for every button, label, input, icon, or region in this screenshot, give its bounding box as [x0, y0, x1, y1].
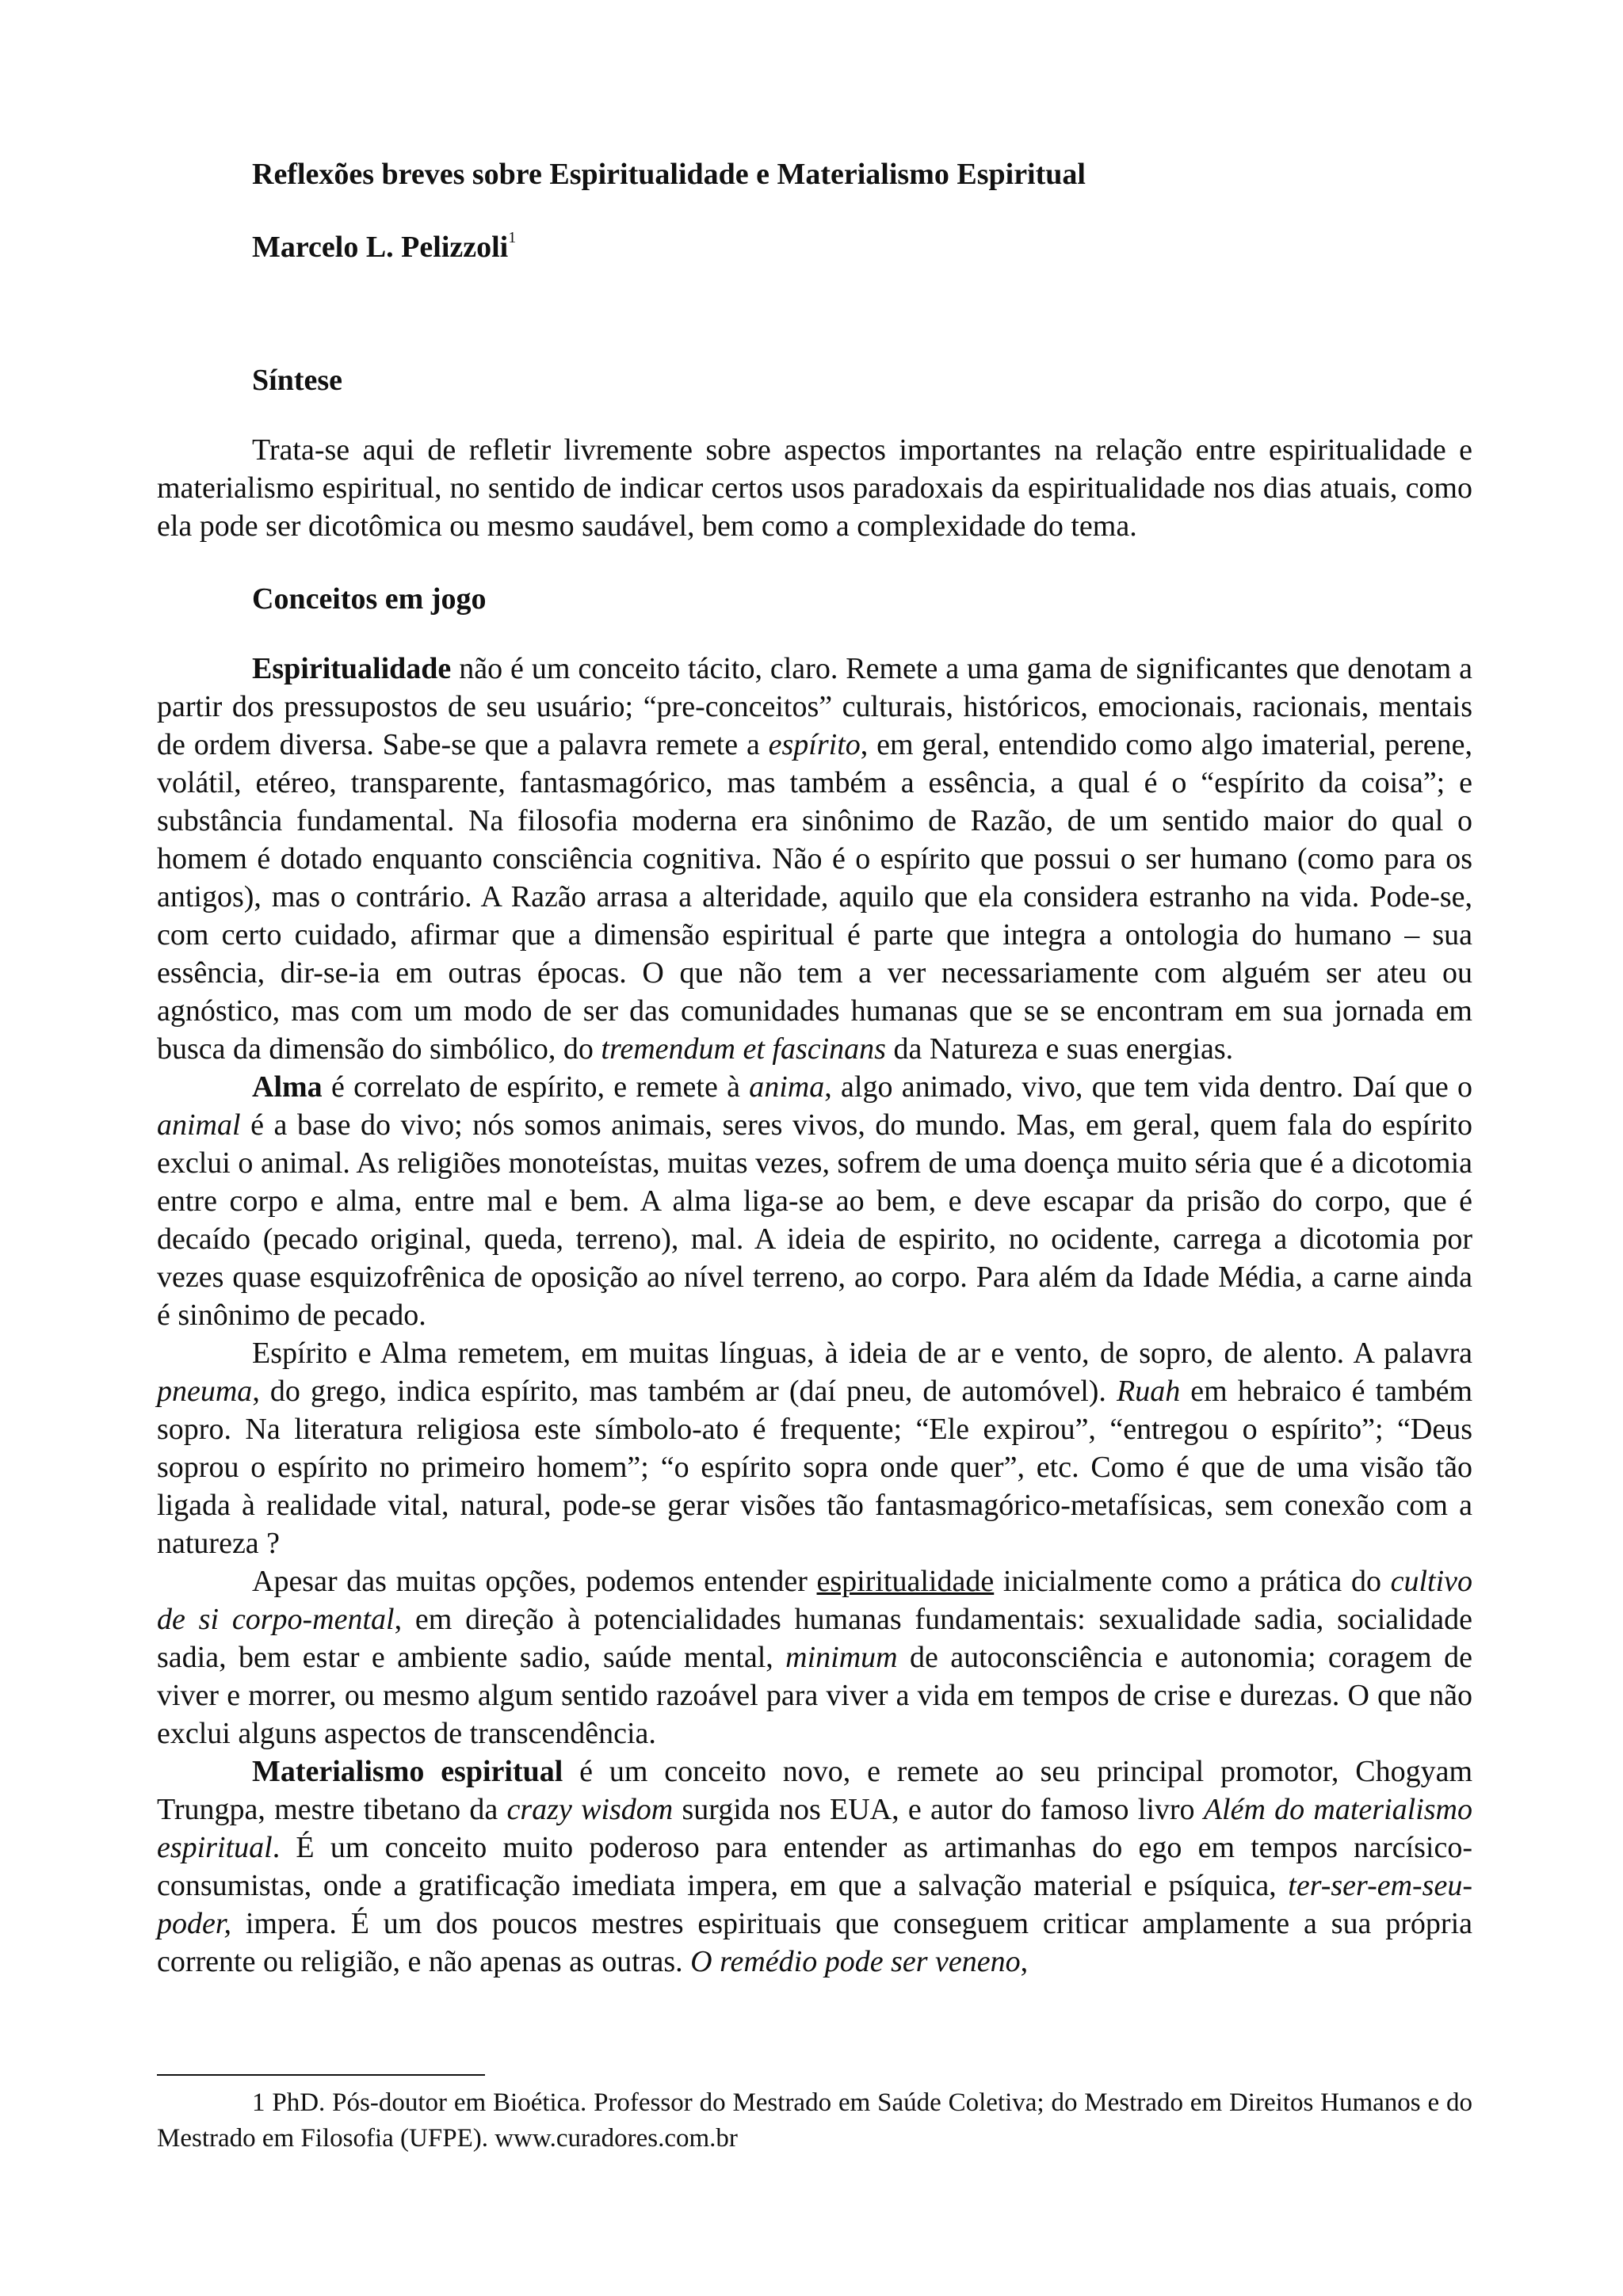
text-run: da Natureza e suas energias. [885, 1032, 1234, 1066]
paragraph-apesar [157, 1562, 1472, 1753]
italic-run: Além do materialismo espiritual [157, 1793, 1472, 1864]
footnote-reference[interactable]: 1 [508, 229, 517, 246]
term-alma: Alma [252, 1070, 323, 1104]
text-run: , [1020, 1945, 1029, 1978]
section-heading-sintese: Síntese [252, 364, 342, 397]
italic-run: Ruah [1117, 1375, 1181, 1408]
text-run: não é um conceito tácito, claro. Remete a uma gama de significantes que denotam a partir dos pressupostos de seu usuário; “pre-conceitos” culturais, históricos, emocionais, racionais, mentais de ordem diversa. Sabe-se que a palavra remete a [157, 652, 1472, 761]
text-run: inicialmente como a prática do [994, 1565, 1391, 1598]
italic-run: espírito [768, 728, 861, 761]
text-run: Espírito e Alma remetem, em muitas línguas, à ideia de ar e vento, de sopro, de alento. A palavra [252, 1337, 1472, 1370]
italic-run: animal [157, 1108, 241, 1142]
document-body [157, 155, 1472, 1981]
italic-run: cultivo de si corpo-mental [157, 1565, 1472, 1636]
italic-run: ter-ser-em-seu-poder, [157, 1869, 1472, 1940]
term-materialismo: Materialismo espiritual [252, 1755, 563, 1788]
italic-run: anima [749, 1070, 825, 1104]
text-run: é correlato de espírito, e remete à [322, 1070, 750, 1104]
footnote-mark: 1 [252, 2088, 265, 2117]
text-run: de autoconsciência e autonomia; coragem de viver e morrer, ou mesmo algum sentido razoável para viver a vida em tempos de crise e durezas. O que não exclui alguns aspectos de transcendência. [157, 1641, 1472, 1750]
paragraph-alma [157, 1068, 1472, 1334]
text-run: , do grego, indica espírito, mas também ar (daí pneu, de automóvel). [252, 1375, 1117, 1408]
footnote-separator [157, 2074, 485, 2076]
text-run: é um conceito novo, e remete ao seu principal promotor, Chogyam Trungpa, mestre tibetano da [157, 1755, 1473, 1826]
footnote [157, 2085, 1472, 2157]
text-run: em hebraico é também sopro. Na literatura religiosa este símbolo-ato é frequente; “Ele expirou”, “entregou o espírito”; “Deus soprou o espírito no primeiro homem”; “o espírito sopra onde quer”, etc. Como é que de uma visão tão ligada à realidade vital, natural, pode-se gerar visões tão fantasmagórico-metafísicas, sem conexão com a natureza ? [157, 1375, 1472, 1560]
text-run: Apesar das muitas opções, podemos entender [252, 1565, 817, 1598]
text-run: . É um conceito muito poderoso para entender as artimanhas do ego em tempos narcísico-consumistas, onde a gratificação imediata impera, em que a salvação material e psíquica, [157, 1831, 1472, 1902]
italic-run: O remédio pode ser veneno [690, 1945, 1021, 1978]
author-name-text: Marcelo L. Pelizzoli [252, 231, 509, 264]
italic-run: minimum [785, 1641, 898, 1674]
sintese-paragraph: Trata-se aqui de refletir livremente sobre aspectos importantes na relação entre espiritualidade e materialismo espiritual, no sentido de indicar certos usos paradoxais da espiritualidade nos dias atuais, como ela pode ser dicotômica ou mesmo saudável, bem como a complexidade do tema. [157, 433, 1472, 543]
text-run: , em direção à potencialidades humanas fundamentais: sexualidade sadia, socialidade sadia, bem estar e ambiente sadio, saúde mental, [157, 1603, 1472, 1674]
text-run: , algo animado, vivo, que tem vida dentro. Daí que o [824, 1070, 1472, 1104]
text-run: é a base do vivo; nós somos animais, seres vivos, do mundo. Mas, em geral, quem fala do espírito exclui o animal. As religiões monoteístas, muitas vezes, sofrem de uma doença muito séria que é a dicotomia entre corpo e alma, entre mal e bem. A alma liga-se ao bem, e deve escapar da prisão do corpo, que é decaído (pecado original, queda, terreno), mal. A ideia de espirito, no ocidente, carrega a dicotomia por vezes quase esquizofrênica de oposição ao nível terreno, ao corpo. Para além da Idade Média, a carne ainda é sinônimo de pecado. [157, 1108, 1472, 1332]
term-espiritualidade: Espiritualidade [252, 652, 452, 685]
paragraph-materialismo [157, 1753, 1472, 1981]
paragraph-espirito-alma [157, 1334, 1472, 1562]
document-title: Reflexões breves sobre Espiritualidade e Materialismo Espiritual [252, 158, 1086, 191]
paragraph-espiritualidade [157, 650, 1472, 1068]
author-name [252, 228, 1472, 266]
text-run: , em geral, entendido como algo imaterial, perene, volátil, etéreo, transparente, fantasmagórico, mas também a essência, a qual é o “espírito da coisa”; e substância fundamental. Na filosofia moderna era sinônimo de Razão, de um sentido maior do qual o homem é dotado enquanto consciência cognitiva. Não é o espírito que possui o ser humano (como para os antigos), mas o contrário. A Razão arrasa a alteridade, aquilo que ela considera estranho na vida. Pode-se, com certo cuidado, afirmar que a dimensão espiritual é parte que integra a ontologia do humano – sua essência, dir-se-ia em outras épocas. O que não tem a ver necessariamente com alguém ser ateu ou agnóstico, mas com um modo de ser das comunidades humanas que se se encontram em sua jornada em busca da dimensão do simbólico, do [157, 728, 1472, 1066]
footnote-text: PhD. Pós-doutor em Bioética. Professor do Mestrado em Saúde Coletiva; do Mestrado em Direitos Humanos e do Mestrado em Filosofia (UFPE). www.curadores.com.br [157, 2088, 1472, 2153]
italic-run: pneuma [157, 1375, 253, 1408]
underlined-term: espiritualidade [816, 1565, 995, 1598]
text-run: surgida nos EUA, e autor do famoso livro [673, 1793, 1204, 1826]
italic-run: tremendum et fascinans [601, 1032, 886, 1066]
text-run: impera. É um dos poucos mestres espirituais que conseguem criticar amplamente a sua própria corrente ou religião, e não apenas as outras. [157, 1907, 1472, 1978]
section-heading-conceitos: Conceitos em jogo [252, 582, 487, 616]
italic-run: crazy wisdom [506, 1793, 674, 1826]
